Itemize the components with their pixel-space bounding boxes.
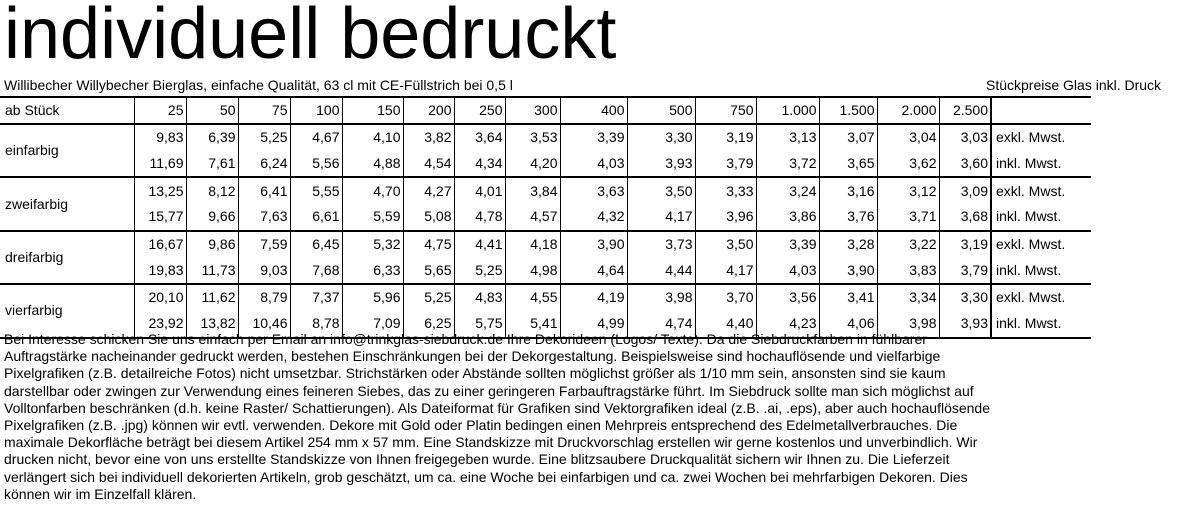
price-table — [0, 96, 1091, 339]
price-cell: 4,17 — [627, 204, 695, 231]
price-note: Stückpreise Glas inkl. Druck — [986, 77, 1162, 93]
quantity-header: 100 — [290, 97, 342, 124]
quantity-header: 75 — [238, 97, 290, 124]
price-cell: 3,60 — [939, 151, 991, 178]
price-cell: 3,62 — [877, 151, 939, 178]
quantity-header: 150 — [342, 97, 403, 124]
price-cell: 4,32 — [560, 204, 627, 231]
price-cell: 3,34 — [877, 284, 939, 311]
price-cell: 3,50 — [627, 177, 695, 204]
price-cell: 3,12 — [877, 177, 939, 204]
price-cell: 3,96 — [695, 204, 756, 231]
price-row-inkl — [0, 257, 1091, 284]
price-cell: 3,16 — [819, 177, 877, 204]
tax-note: inkl. Mwst. — [991, 311, 1091, 338]
price-cell: 7,09 — [342, 311, 403, 338]
price-cell: 4,78 — [454, 204, 505, 231]
tax-header — [991, 97, 1091, 124]
price-cell: 5,25 — [238, 124, 290, 151]
price-cell: 15,77 — [134, 204, 186, 231]
price-cell: 9,83 — [134, 124, 186, 151]
price-cell: 4,74 — [627, 311, 695, 338]
price-cell: 3,33 — [695, 177, 756, 204]
color-variant-label: zweifarbig — [0, 177, 134, 230]
price-cell: 3,93 — [939, 311, 991, 338]
price-cell: 3,90 — [560, 231, 627, 258]
price-cell: 3,70 — [695, 284, 756, 311]
price-cell: 4,10 — [342, 124, 403, 151]
price-cell: 4,83 — [454, 284, 505, 311]
price-cell: 3,30 — [939, 284, 991, 311]
quantity-header: 300 — [505, 97, 560, 124]
price-cell: 4,20 — [505, 151, 560, 178]
price-cell: 4,17 — [695, 257, 756, 284]
price-cell: 19,83 — [134, 257, 186, 284]
price-cell: 3,28 — [819, 231, 877, 258]
price-cell: 4,88 — [342, 151, 403, 178]
price-cell: 3,63 — [560, 177, 627, 204]
price-cell: 4,99 — [560, 311, 627, 338]
price-cell: 13,25 — [134, 177, 186, 204]
price-cell: 5,08 — [403, 204, 454, 231]
price-cell: 6,33 — [342, 257, 403, 284]
price-cell: 3,19 — [939, 231, 991, 258]
price-cell: 3,79 — [695, 151, 756, 178]
price-cell: 7,59 — [238, 231, 290, 258]
price-row-exkl — [0, 284, 1091, 311]
quantity-header: 2.000 — [877, 97, 939, 124]
color-variant-label: vierfarbig — [0, 284, 134, 337]
price-cell: 3,50 — [695, 231, 756, 258]
price-cell: 5,55 — [290, 177, 342, 204]
price-cell: 20,10 — [134, 284, 186, 311]
price-cell: 4,06 — [819, 311, 877, 338]
info-text: Bei Interesse schicken Sie uns einfach per Email an info@trinkglas-siebdruck.de Ihre Dekorideen (Logos/ Texte). Da die Siebdruckfarben in fühlbarer Auftragstärke nacheinander gedruckt werden, bestehen Einschränkungen bei der Dekorgestaltung. Beispielsweise sind hochauflösende und vielfarbige Pixelgrafiken (z.B. detailreiche Fotos) nicht umsetzbar. Strichstärken oder Abstände sollten möglichst größer als 1/10 mm sein, ansonsten sind sie kaum darstellbar oder zwingen zur Verwendung eines feineren Siebes, das zu einer geringeren Farbauftragstärke führt. Im Siebdruck sollte man sich möglichst auf Volltonfarben beschränken (d.h. keine Raster/ Schattierungen). Als Dateiformat für Grafiken sind Vektorgrafiken ideal (z.B. .ai, .eps), aber auch hochauflösende Pixelgrafiken (z.B. .jpg) können wir evtl. verwenden. Dekore mit Gold oder Platin bedingen einen Mehrpreis entsprechend des Edelmetallverbrauches. Die maximale Dekorfläche beträgt bei diesem Artikel 254 mm x 57 mm. Eine Standskizze mit Druckvorschlag erstellen wir gerne kostenlos und unverbindlich. Wir drucken nicht, bevor eine von uns erstellte Standskizze von Ihnen freigegeben wurde. Eine blitzsaubere Druckqualität sichern wir Ihnen zu. Die Lieferzeit verlängert sich bei individuell dekorierten Artikeln, grob geschätzt, um ca. eine Woche bei einfarbigen und ca. zwei Wochen bei mehrfarbigen Dekoren. Dies können wir im Einzelfall klären. — [4, 331, 990, 502]
price-cell: 3,03 — [939, 124, 991, 151]
quantity-header: 500 — [627, 97, 695, 124]
price-cell: 11,62 — [186, 284, 238, 311]
price-cell: 4,01 — [454, 177, 505, 204]
price-cell: 3,19 — [695, 124, 756, 151]
price-cell: 3,93 — [627, 151, 695, 178]
price-cell: 11,73 — [186, 257, 238, 284]
color-variant-label: dreifarbig — [0, 231, 134, 284]
price-cell: 4,67 — [290, 124, 342, 151]
tax-note: inkl. Mwst. — [991, 204, 1091, 231]
quantity-header: 750 — [695, 97, 756, 124]
quantity-header: 50 — [186, 97, 238, 124]
price-cell: 4,23 — [756, 311, 819, 338]
price-cell: 16,67 — [134, 231, 186, 258]
price-cell: 4,98 — [505, 257, 560, 284]
price-cell: 3,13 — [756, 124, 819, 151]
quantity-header: 1.500 — [819, 97, 877, 124]
price-cell: 3,22 — [877, 231, 939, 258]
quantity-header: 1.000 — [756, 97, 819, 124]
price-cell: 3,90 — [819, 257, 877, 284]
price-cell: 7,61 — [186, 151, 238, 178]
price-cell: 23,92 — [134, 311, 186, 338]
price-cell: 3,83 — [877, 257, 939, 284]
quantity-header: 25 — [134, 97, 186, 124]
price-cell: 3,82 — [403, 124, 454, 151]
price-cell: 4,57 — [505, 204, 560, 231]
price-cell: 3,98 — [877, 311, 939, 338]
price-cell: 3,68 — [939, 204, 991, 231]
price-cell: 3,04 — [877, 124, 939, 151]
price-cell: 3,84 — [505, 177, 560, 204]
quantity-header: 250 — [454, 97, 505, 124]
price-cell: 3,53 — [505, 124, 560, 151]
price-cell: 4,19 — [560, 284, 627, 311]
price-cell: 4,18 — [505, 231, 560, 258]
price-cell: 4,27 — [403, 177, 454, 204]
quantity-header: 200 — [403, 97, 454, 124]
price-cell: 4,54 — [403, 151, 454, 178]
page-title: individuell bedruckt — [4, 0, 617, 74]
price-cell: 4,55 — [505, 284, 560, 311]
price-cell: 10,46 — [238, 311, 290, 338]
tax-note: exkl. Mwst. — [991, 231, 1091, 258]
price-cell: 5,65 — [403, 257, 454, 284]
price-cell: 4,03 — [756, 257, 819, 284]
price-cell: 5,96 — [342, 284, 403, 311]
price-cell: 3,79 — [939, 257, 991, 284]
price-cell: 3,56 — [756, 284, 819, 311]
price-cell: 3,39 — [560, 124, 627, 151]
price-cell: 3,64 — [454, 124, 505, 151]
tax-note: inkl. Mwst. — [991, 257, 1091, 284]
price-cell: 3,86 — [756, 204, 819, 231]
quantity-header: 400 — [560, 97, 627, 124]
price-cell: 5,75 — [454, 311, 505, 338]
price-cell: 4,75 — [403, 231, 454, 258]
price-cell: 8,78 — [290, 311, 342, 338]
tax-note: inkl. Mwst. — [991, 151, 1091, 178]
color-variant-label: einfarbig — [0, 124, 134, 177]
price-cell: 5,56 — [290, 151, 342, 178]
price-cell: 3,24 — [756, 177, 819, 204]
price-cell: 3,72 — [756, 151, 819, 178]
price-cell: 6,25 — [403, 311, 454, 338]
price-cell: 4,41 — [454, 231, 505, 258]
price-cell: 3,76 — [819, 204, 877, 231]
price-cell: 3,39 — [756, 231, 819, 258]
price-cell: 9,86 — [186, 231, 238, 258]
price-cell: 5,59 — [342, 204, 403, 231]
price-cell: 8,12 — [186, 177, 238, 204]
price-row-exkl — [0, 124, 1091, 151]
price-cell: 3,41 — [819, 284, 877, 311]
price-cell: 4,70 — [342, 177, 403, 204]
price-cell: 4,64 — [560, 257, 627, 284]
price-cell: 8,79 — [238, 284, 290, 311]
price-cell: 5,41 — [505, 311, 560, 338]
price-cell: 11,69 — [134, 151, 186, 178]
quantity-header: 2.500 — [939, 97, 991, 124]
price-cell: 3,09 — [939, 177, 991, 204]
quantity-header-label: ab Stück — [0, 97, 134, 124]
price-cell: 4,03 — [560, 151, 627, 178]
price-cell: 3,98 — [627, 284, 695, 311]
tax-note: exkl. Mwst. — [991, 177, 1091, 204]
price-cell: 5,25 — [403, 284, 454, 311]
price-cell: 4,34 — [454, 151, 505, 178]
tax-note: exkl. Mwst. — [991, 124, 1091, 151]
product-subtitle: Willibecher Willybecher Bierglas, einfache Qualität, 63 cl mit CE-Füllstrich bei 0,5 l — [4, 77, 513, 93]
price-cell: 7,68 — [290, 257, 342, 284]
price-cell: 3,71 — [877, 204, 939, 231]
price-cell: 4,40 — [695, 311, 756, 338]
price-cell: 7,63 — [238, 204, 290, 231]
price-row-exkl — [0, 231, 1091, 258]
price-cell: 3,73 — [627, 231, 695, 258]
price-cell: 13,82 — [186, 311, 238, 338]
price-cell: 6,24 — [238, 151, 290, 178]
price-cell: 9,66 — [186, 204, 238, 231]
price-cell: 6,39 — [186, 124, 238, 151]
price-cell: 6,61 — [290, 204, 342, 231]
tax-note: exkl. Mwst. — [991, 284, 1091, 311]
price-cell: 4,44 — [627, 257, 695, 284]
price-row-inkl — [0, 151, 1091, 178]
price-row-exkl — [0, 177, 1091, 204]
price-cell: 5,25 — [454, 257, 505, 284]
price-cell: 7,37 — [290, 284, 342, 311]
price-cell: 3,30 — [627, 124, 695, 151]
price-cell: 3,07 — [819, 124, 877, 151]
price-row-inkl — [0, 204, 1091, 231]
price-cell: 3,65 — [819, 151, 877, 178]
quantity-header-row — [0, 97, 1091, 124]
price-cell: 5,32 — [342, 231, 403, 258]
price-cell: 9,03 — [238, 257, 290, 284]
price-cell: 6,41 — [238, 177, 290, 204]
price-cell: 6,45 — [290, 231, 342, 258]
